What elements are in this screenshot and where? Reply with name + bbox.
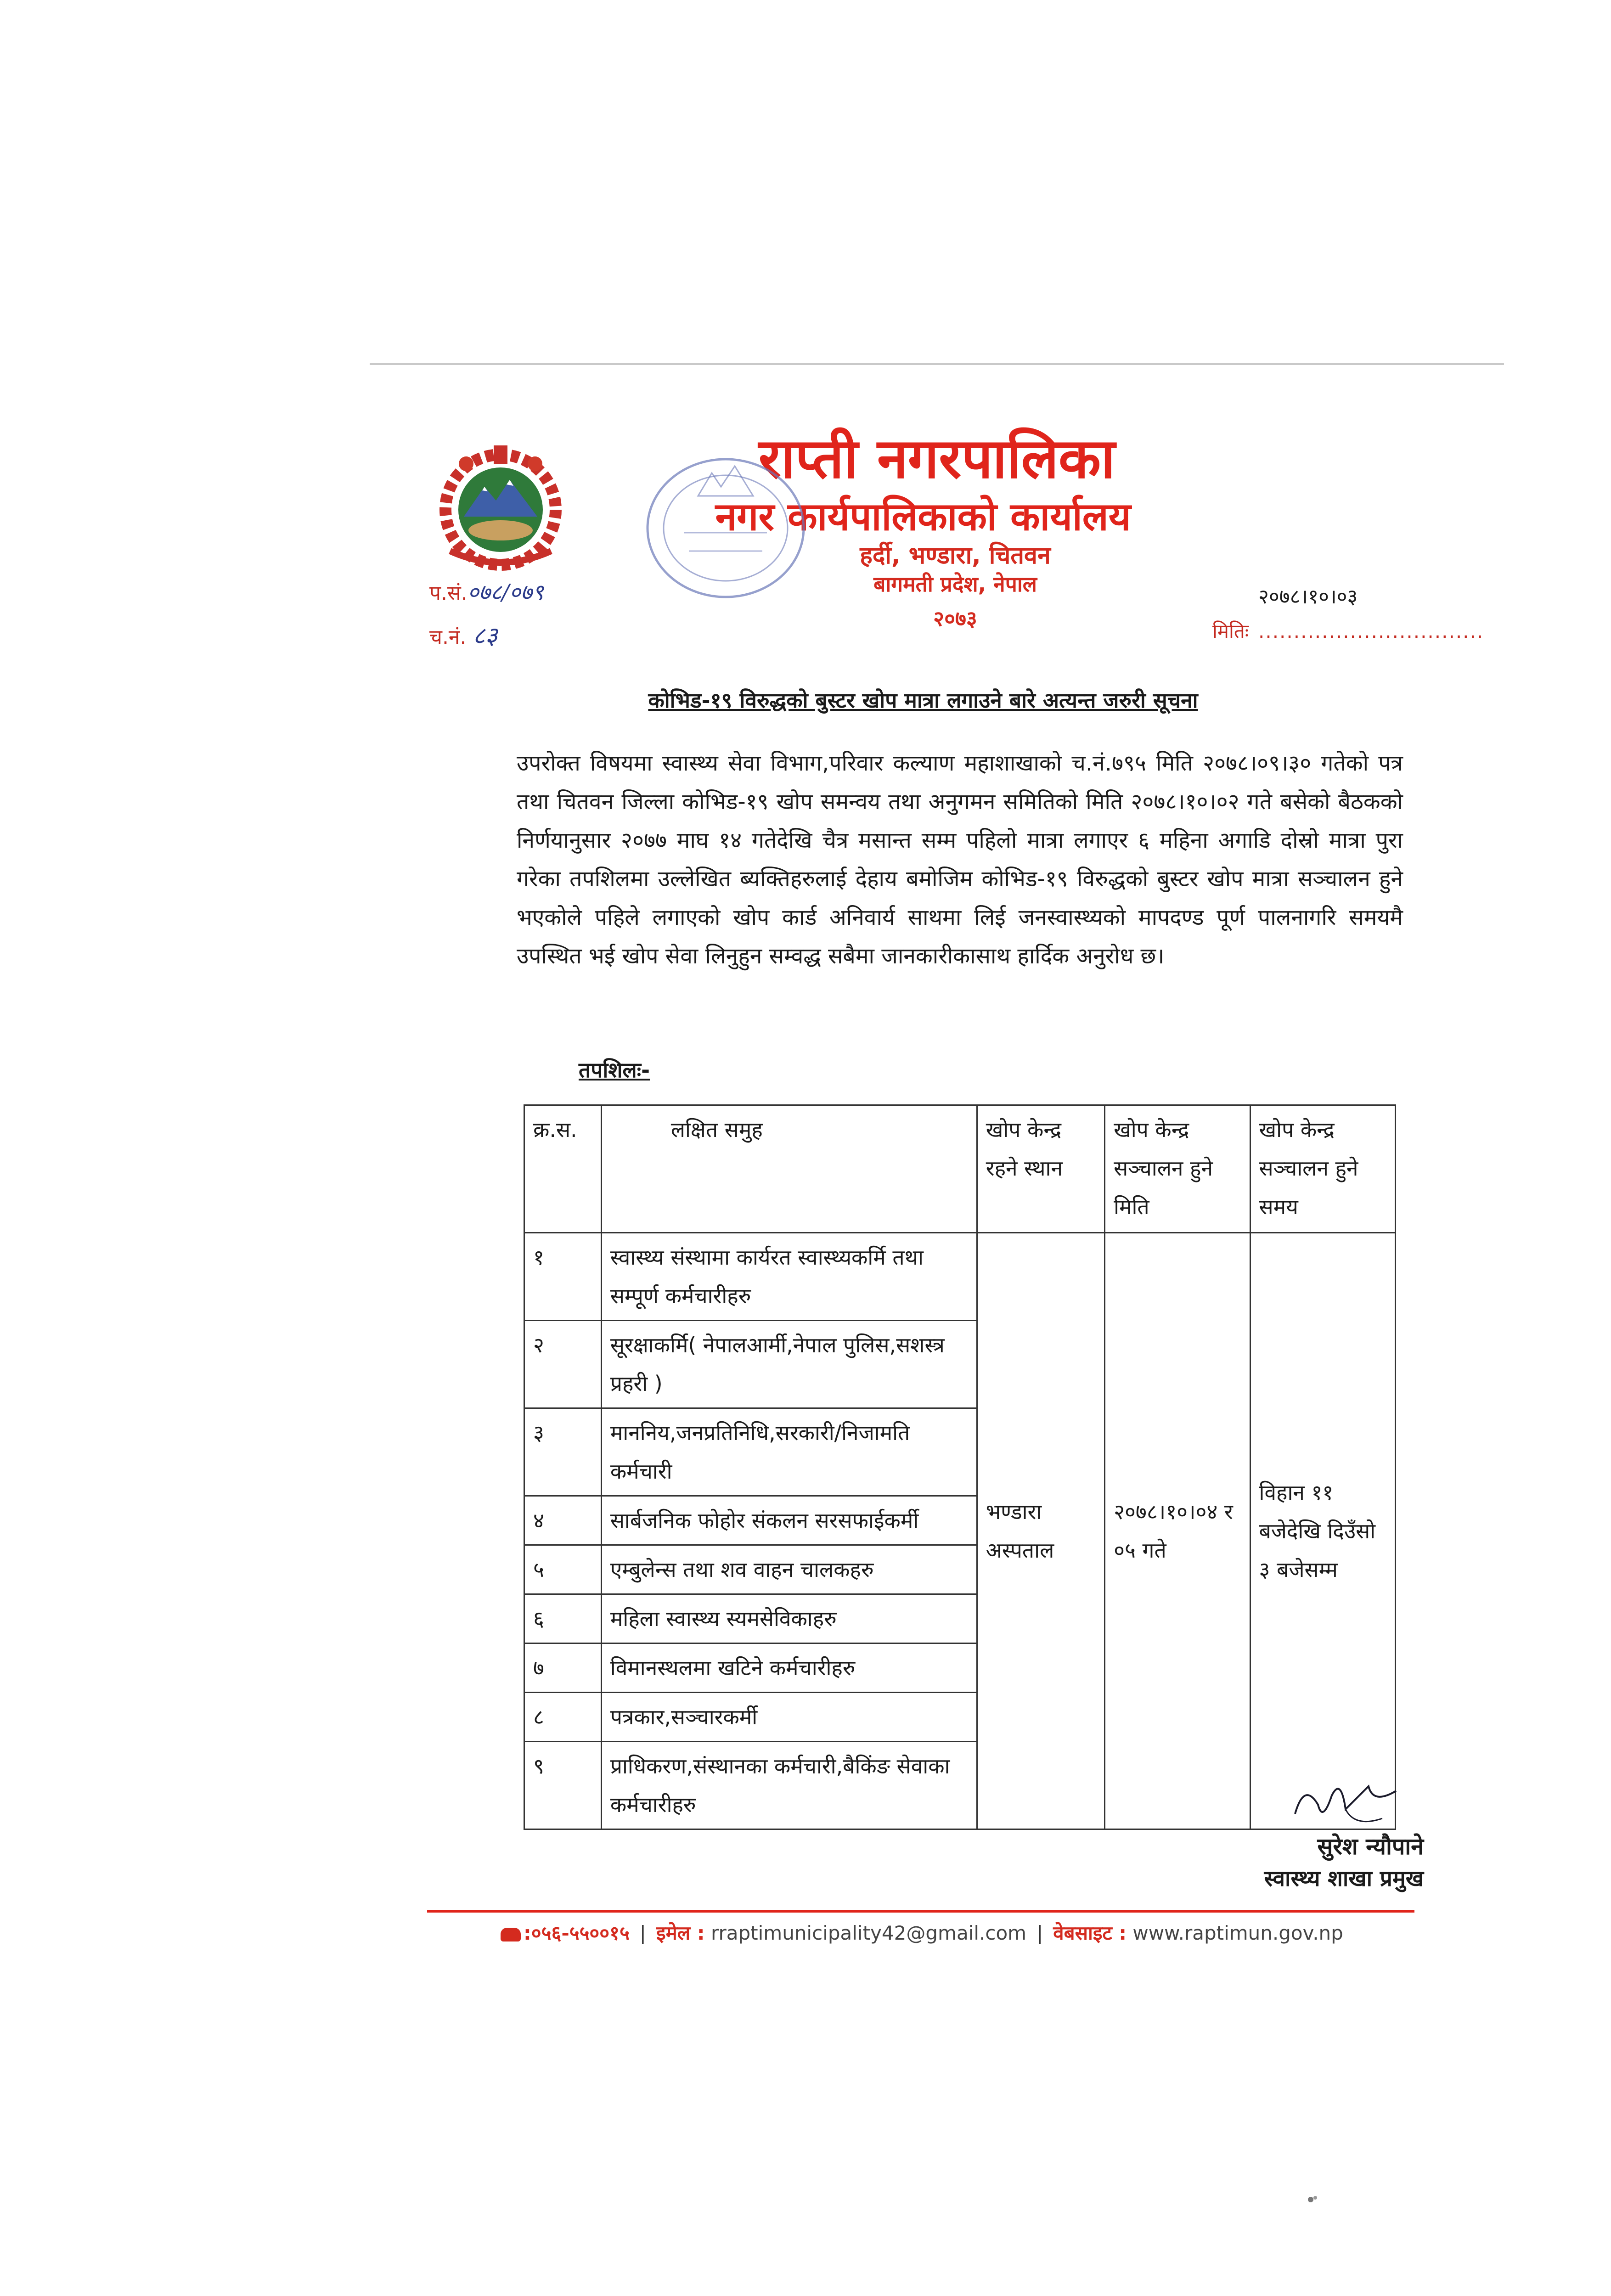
office-name: नगर कार्यपालिकाको कार्यालय	[715, 494, 1131, 539]
row-sn: ९	[524, 1742, 602, 1829]
header-time: खोप केन्द्र सञ्चालन हुने समय	[1250, 1105, 1395, 1233]
row-group: माननिय,जनप्रतिनिधि,सरकारी/निजामति कर्मचारी	[601, 1408, 977, 1496]
address-line-2: बागमती प्रदेश, नेपाल	[873, 572, 1037, 597]
patra-sankhya	[429, 579, 544, 607]
row-group: सार्बजनिक फोहोर संकलन सरसफाईकर्मी	[601, 1496, 977, 1545]
scan-speck-icon	[1304, 2190, 1323, 2209]
chalani-number	[429, 622, 497, 651]
row-sn: ८	[524, 1693, 602, 1742]
address-line-1: हर्दी, भण्डारा, चितवन	[860, 542, 1051, 569]
vaccination-time: विहान ११ बजेदेखि दिउँसो ३ बजेसम्म	[1250, 1233, 1395, 1829]
subject-line: कोभिड-१९ विरुद्धको बुस्टर खोप मात्रा लगाउने बारे अत्यन्त जरुरी सूचना	[648, 688, 1198, 713]
chalani-value: ८३	[473, 622, 498, 650]
row-sn: ३	[524, 1408, 602, 1496]
header-location: खोप केन्द्र रहने स्थान	[977, 1105, 1104, 1233]
chalani-label: च.नं.	[429, 625, 467, 649]
footer-email[interactable]: rraptimunicipality42@gmail.com	[710, 1922, 1027, 1944]
row-group: विमानस्थलमा खटिने कर्मचारीहरु	[601, 1643, 977, 1693]
patra-label: प.सं.	[429, 581, 468, 605]
date-label: मितिः	[1212, 620, 1249, 642]
row-group: सूरक्षाकर्मि( नेपालआर्मी,नेपाल पुलिस,सशस्त्र प्रहरी )	[601, 1321, 977, 1408]
row-sn: १	[524, 1233, 602, 1321]
email-label: इमेल :	[656, 1922, 705, 1944]
signature-icon	[1277, 1773, 1424, 1837]
footer-phone: :०५६-५५००१५	[524, 1922, 630, 1944]
footer-rule	[427, 1910, 1414, 1913]
signatory-title: स्वास्थ्य शाखा प्रमुख	[1264, 1866, 1424, 1891]
signatory-name: सुरेश न्यौपाने	[1317, 1833, 1424, 1860]
row-sn: ५	[524, 1545, 602, 1594]
vaccination-date: २०७८।१०।०४ र ०५ गते	[1105, 1233, 1250, 1829]
details-heading: तपशिलः-	[579, 1058, 650, 1082]
patra-value: ०७८/०७९	[467, 580, 544, 605]
footer-website[interactable]: www.raptimun.gov.np	[1132, 1922, 1343, 1944]
row-sn: ६	[524, 1594, 602, 1643]
letter-date: २०७८।१०।०३	[1258, 585, 1358, 608]
body-paragraph: उपरोक्त विषयमा स्वास्थ्य सेवा विभाग,परिवार कल्याण महाशाखाको च.नं.७९५ मिति २०७८।०९।३० गतेको पत्र तथा चितवन जिल्ला कोभिड-१९ खोप समन्वय तथा अनुगमन समितिको मिति २०७८।१०।०२ गते बसेको बैठकको निर्णयानुसार २०७७ माघ १४ गतेदेखि चैत्र मसान्त सम्म पहिलो मात्रा लगाएर ६ महिना अगाडि दोस्रो मात्रा पुरा गरेका तपशिलमा उल्लेखित ब्यक्तिहरुलाई देहाय बमोजिम कोभिड-१९ विरुद्धको बुस्टर खोप मात्रा सञ्चालन हुने भएकोले पहिले लगाएको खोप कार्ड अनिवार्य साथमा लिई जनस्वास्थ्यको मापदण्ड पूर्ण पालनागरि समयमै उपस्थित भई खोप सेवा लिनुहुन सम्वद्ध सबैमा जानकारीकासाथ हार्दिक अनुरोध छ।	[517, 750, 1403, 969]
row-group: एम्बुलेन्स तथा शव वाहन चालकहरु	[601, 1545, 977, 1594]
header-date: खोप केन्द्र सञ्चालन हुने मिति	[1105, 1105, 1250, 1233]
vaccination-location: भण्डारा अस्पताल	[977, 1233, 1104, 1829]
nepal-emblem-icon	[432, 436, 569, 574]
row-group: महिला स्वास्थ्य स्यमसेविकाहरु	[601, 1594, 977, 1643]
row-sn: ७	[524, 1643, 602, 1693]
top-rule	[370, 363, 1504, 365]
date-dots: ................................	[1258, 620, 1484, 642]
footer-contact: :०५६-५५००१५ | इमेल : rraptimunicipality42@gmail.com | वेबसाइट : www.raptimun.gov.np	[501, 1915, 1401, 1952]
details-table	[524, 1104, 1396, 1830]
table-header-row	[524, 1105, 1396, 1233]
office-stamp-icon	[629, 441, 822, 615]
established-year: २०७३	[933, 606, 977, 631]
row-group: स्वास्थ्य संस्थामा कार्यरत स्वास्थ्यकर्मि तथा सम्पूर्ण कर्मचारीहरु	[601, 1233, 977, 1321]
website-label: वेबसाइट :	[1053, 1922, 1127, 1944]
org-name: राप्ती नगरपालिका	[758, 427, 1115, 491]
row-sn: ४	[524, 1496, 602, 1545]
table-row	[524, 1233, 1396, 1321]
row-group: प्राधिकरण,संस्थानका कर्मचारी,बैकिंङ सेवाका कर्मचारीहरु	[601, 1742, 977, 1829]
row-sn: २	[524, 1321, 602, 1408]
header-sn: क्र.स.	[524, 1105, 602, 1233]
header-group: लक्षित समुह	[601, 1105, 977, 1233]
row-group: पत्रकार,सञ्चारकर्मी	[601, 1693, 977, 1742]
phone-icon	[501, 1928, 521, 1941]
